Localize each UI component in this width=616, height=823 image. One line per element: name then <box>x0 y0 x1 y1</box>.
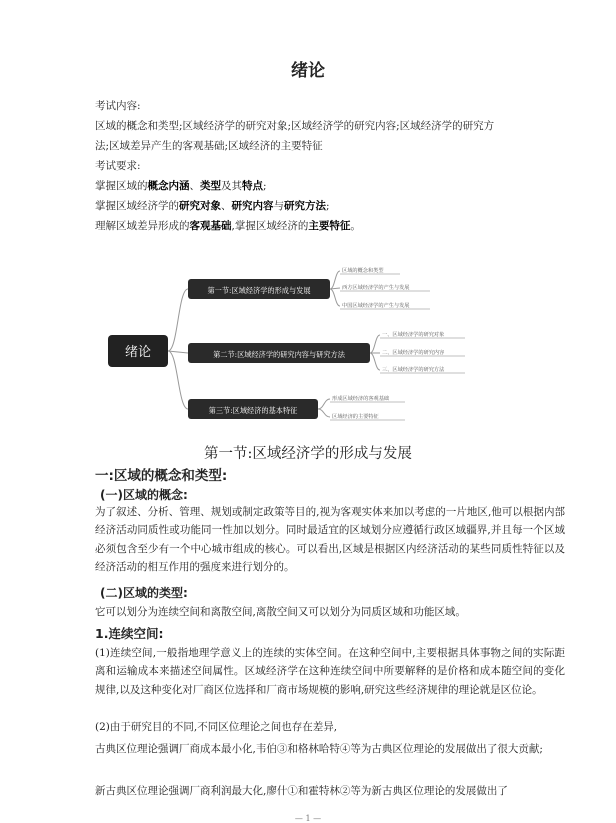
paragraph-classical: 古典区位理论强调厂商成本最小化,韦伯③和格林哈特④等为古典区位理论的发展做出了很大贡献; <box>95 743 543 755</box>
mindmap-leaf: 形成区域经济的客观基础 <box>332 396 390 402</box>
paragraph-type: 它可以划分为连续空间和离散空间,离散空间又可以划分为同质区域和功能区域。 <box>95 606 466 618</box>
exam-content-label: 考试内容: <box>95 100 141 112</box>
paragraph-concept: 为了叙述、分析、管理、规划或制定政策等目的,视为客观实体来加以考虑的一片地区,他可以根据内部经济活动同质性或功能同一性加以划分。同时最适宜的区域划分应遵循行政区域疆界,并且每一个区域必须包含至少有一个中心城市组成的核心。可以看出,区域是根据区内经济活动的某些同质性特征以及经济活动的相互作用的强度来进行划分的。 <box>95 506 565 574</box>
mindmap-edge <box>318 399 330 409</box>
mindmap-edge <box>330 289 340 306</box>
paragraph-neoclassical: 新古典区位理论强调厂商利润最大化,廖什①和霍特林②等为新古典区位理论的发展做出了 <box>95 785 508 797</box>
mindmap-leaf: 一、区域经济学的研究对象 <box>382 332 445 338</box>
heading-concept-type: 一:区域的概念和类型: <box>95 468 228 484</box>
paragraph-continuous-space: (1)连续空间,一般指地理学意义上的连续的实体空间。在这种空间中,主要根据具体事物之间的实际距离和运输成本来描述空间属性。区域经济学在这种连续空间中所要解释的是价格和成本随空间的变化规律,以及这种变化对厂商区位选择和厂商市场规模的影响,研究这些经济规律的理论就是区位论。 <box>95 647 565 696</box>
requirement-line-3: 理解区域差异形成的客观基础,掌握区域经济的主要特征。 <box>95 220 361 232</box>
mindmap-edge <box>318 409 330 417</box>
mindmap-leaf: 区域的概念和类型 <box>342 268 384 274</box>
mindmap-edge <box>370 335 380 353</box>
mindmap-diagram <box>0 255 616 435</box>
paragraph-difference: (2)由于研究目的不同,不同区位理论之间也存在差异, <box>95 721 338 733</box>
mindmap-edge <box>168 351 188 409</box>
heading-continuous-space: 1.连续空间: <box>95 626 164 641</box>
mindmap-root-label: 绪论 <box>124 345 152 360</box>
exam-content-text: 区域的概念和类型;区域经济学的研究对象;区域经济学的研究内容;区域经济学的研究方 <box>95 120 495 132</box>
page-title: 绪论 <box>291 61 325 81</box>
subheading-concept: (一)区域的概念: <box>100 488 188 502</box>
mindmap-edge <box>370 353 380 370</box>
requirement-line-1: 掌握区域的概念内涵、类型及其特点; <box>95 180 267 192</box>
subheading-type: (二)区域的类型: <box>100 586 188 600</box>
mindmap-section-label-1: 第一节:区域经济学的形成与发展 <box>207 286 311 295</box>
exam-content-text-cont: 法;区域差异产生的客观基础;区域经济的主要特征 <box>95 140 323 152</box>
exam-requirement-label: 考试要求: <box>95 160 141 172</box>
mindmap-leaf: 西方区域经济学的产生与发展 <box>342 285 410 291</box>
section-title: 第一节:区域经济学的形成与发展 <box>204 446 412 462</box>
mindmap-edge <box>330 271 340 289</box>
mindmap-edge <box>168 289 188 351</box>
requirement-line-2: 掌握区域经济学的研究对象、研究内容与研究方法; <box>95 200 330 212</box>
mindmap-leaf: 三、区域经济学的研究方法 <box>382 367 445 373</box>
mindmap-leaf: 中国区域经济学的产生与发展 <box>342 303 410 309</box>
mindmap-leaf: 区域经济的主要特征 <box>332 414 379 420</box>
mindmap-leaf: 二、区域经济学的研究内容 <box>382 350 445 356</box>
mindmap-section-label-2: 第二节:区域经济学的研究内容与研究方法 <box>213 350 345 359</box>
page-number: — 1 — <box>294 814 322 823</box>
mindmap-section-label-3: 第三节:区域经济的基本特征 <box>208 406 298 415</box>
